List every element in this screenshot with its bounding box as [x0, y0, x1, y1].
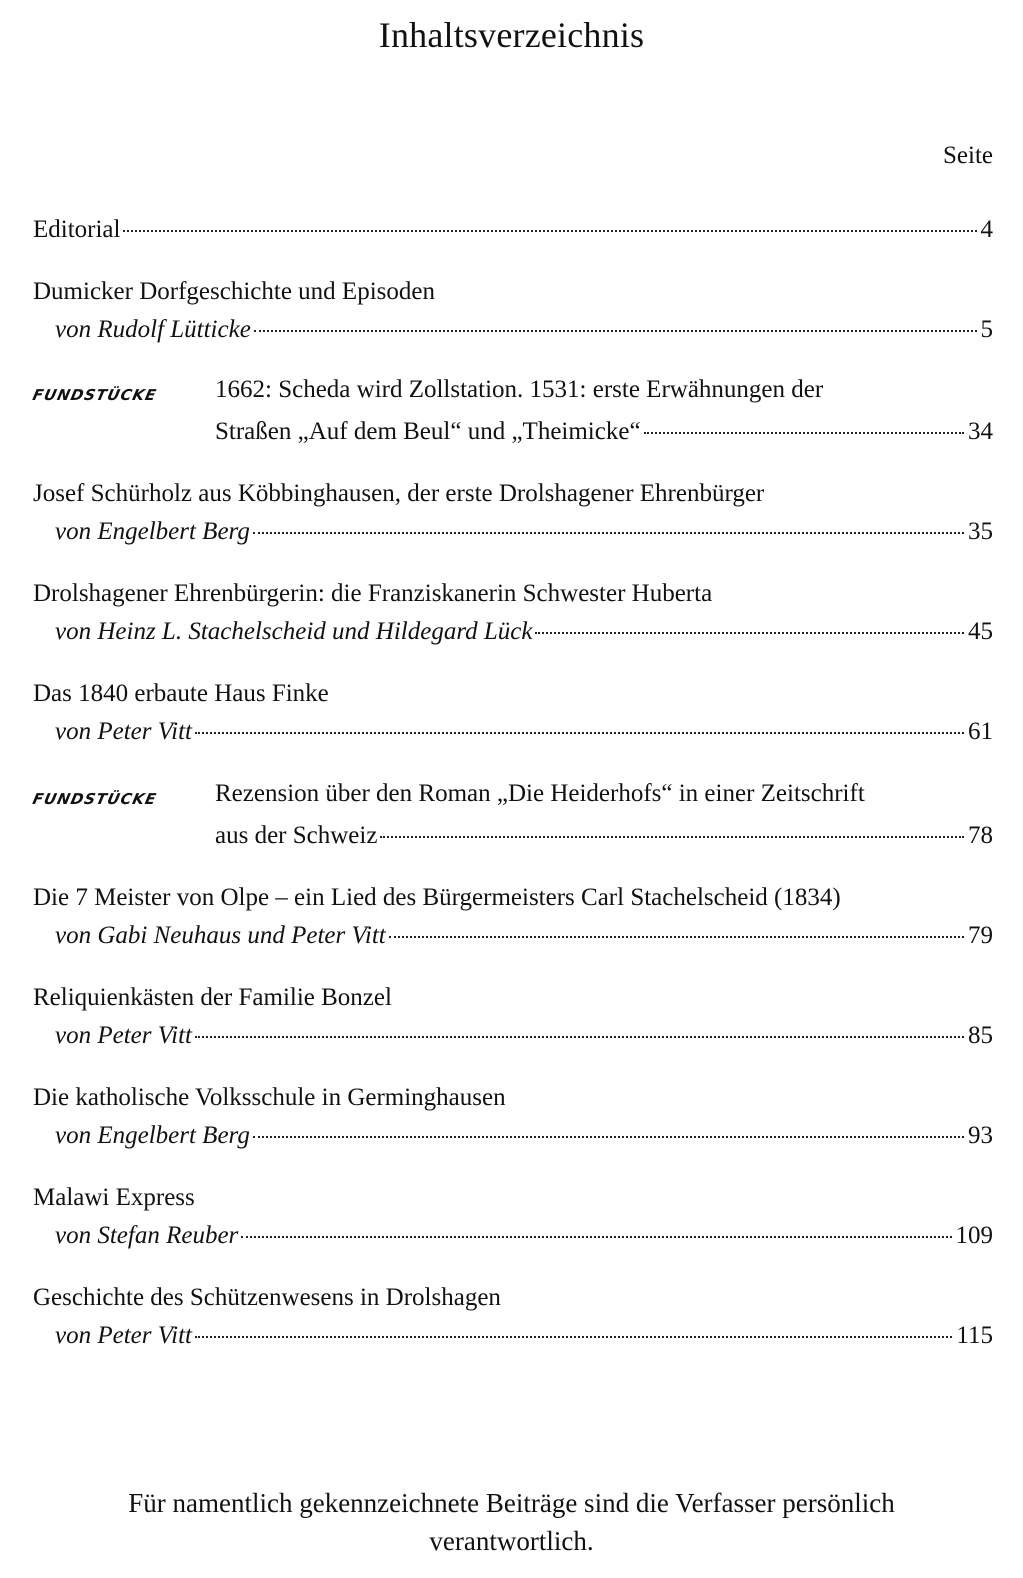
- toc-entry-title[interactable]: [33, 1184, 993, 1218]
- entry-title: Rezension über den Roman „Die Heiderhofs“ in einer Zeitschrift: [215, 780, 865, 807]
- entry-title: Drolshagener Ehrenbürgerin: die Franziskanerin Schwester Huberta: [33, 580, 713, 607]
- entry-title: aus der Schweiz: [215, 822, 378, 849]
- entry-title: Dumicker Dorfgeschichte und Episoden: [33, 278, 435, 305]
- dot-leader: [254, 330, 977, 332]
- toc-entry-author-line[interactable]: [55, 1122, 993, 1156]
- entry-title: Josef Schürholz aus Köbbinghausen, der erste Drolshagener Ehrenbürger: [33, 480, 765, 507]
- entry-title: Reliquienkästen der Familie Bonzel: [33, 984, 392, 1011]
- entry-title: Geschichte des Schützenwesens in Drolshagen: [33, 1284, 501, 1311]
- page-number: 79: [968, 922, 993, 949]
- toc-entry-title-continued[interactable]: [215, 418, 993, 452]
- page-number: 109: [955, 1222, 993, 1249]
- entry-title: Die katholische Volksschule in Germinghausen: [33, 1084, 506, 1111]
- toc-entry-author-line[interactable]: [55, 1322, 993, 1356]
- fundstuecke-label: FUNDSTÜCKE: [31, 790, 159, 808]
- page-number: 85: [968, 1022, 993, 1049]
- page-number: 35: [968, 518, 993, 545]
- page-number: 78: [968, 822, 993, 849]
- toc-entry-title[interactable]: [33, 278, 993, 312]
- entry-author: von Peter Vitt: [55, 1322, 192, 1349]
- page-number: 115: [956, 1322, 993, 1349]
- toc-entry-author-line[interactable]: [55, 518, 993, 552]
- toc-entry-title[interactable]: [215, 780, 993, 814]
- toc-entry-author-line[interactable]: [55, 1022, 993, 1056]
- entry-author: von Engelbert Berg: [55, 1122, 250, 1149]
- entry-title: 1662: Scheda wird Zollstation. 1531: erste Erwähnungen der: [215, 376, 824, 403]
- page-column-label: Seite: [943, 142, 993, 169]
- footer-line: verantwortlich.: [429, 1526, 594, 1556]
- toc-entry-title-continued[interactable]: [215, 822, 993, 856]
- toc-entry-title[interactable]: [33, 884, 993, 918]
- entry-title: Malawi Express: [33, 1184, 195, 1211]
- page-number: 45: [968, 618, 993, 645]
- entry-author: von Peter Vitt: [55, 718, 192, 745]
- toc-entry-author-line[interactable]: [55, 922, 993, 956]
- toc-entry-author-line[interactable]: [55, 316, 993, 350]
- toc-entry-title[interactable]: [33, 1084, 993, 1118]
- page-number: 5: [980, 316, 993, 343]
- page-number: 93: [968, 1122, 993, 1149]
- entry-author: von Engelbert Berg: [55, 518, 250, 545]
- dot-leader: [253, 1136, 964, 1138]
- toc-entry-title[interactable]: [33, 580, 993, 614]
- dot-leader: [380, 836, 964, 838]
- page-number: 4: [980, 216, 993, 243]
- page-number: 61: [968, 718, 993, 745]
- fundstuecke-label: FUNDSTÜCKE: [31, 386, 159, 404]
- dot-leader: [535, 632, 964, 634]
- toc-entry-title[interactable]: [33, 984, 993, 1018]
- toc-entry-title[interactable]: [215, 376, 993, 410]
- dot-leader: [123, 230, 976, 232]
- dot-leader: [389, 936, 964, 938]
- toc-entry-author-line[interactable]: [55, 618, 993, 652]
- entry-title: Editorial: [33, 216, 121, 243]
- dot-leader: [195, 1336, 952, 1338]
- toc-entry-title[interactable]: [33, 1284, 993, 1318]
- page-title: Inhaltsverzeichnis: [378, 15, 645, 55]
- dot-leader: [195, 1036, 964, 1038]
- dot-leader: [241, 1236, 951, 1238]
- entry-author: von Rudolf Lütticke: [55, 316, 251, 343]
- toc-entry-author-line[interactable]: [55, 718, 993, 752]
- footer-note: [0, 1484, 1023, 1560]
- toc-entry-author-line[interactable]: [55, 1222, 993, 1256]
- footer-line: Für namentlich gekennzeichnete Beiträge sind die Verfasser persönlich: [128, 1488, 895, 1518]
- toc-entry-title[interactable]: [33, 680, 993, 714]
- entry-title: Straßen „Auf dem Beul“ und „Theimicke“: [215, 418, 641, 445]
- dot-leader: [644, 432, 964, 434]
- entry-author: von Heinz L. Stachelscheid und Hildegard Lück: [55, 618, 533, 645]
- toc-entry-editorial[interactable]: [33, 216, 993, 250]
- dot-leader: [253, 532, 964, 534]
- page-number: 34: [968, 418, 993, 445]
- toc-entry-title[interactable]: [33, 480, 993, 514]
- entry-author: von Peter Vitt: [55, 1022, 192, 1049]
- entry-title: Das 1840 erbaute Haus Finke: [33, 680, 329, 707]
- entry-author: von Gabi Neuhaus und Peter Vitt: [55, 922, 386, 949]
- entry-author: von Stefan Reuber: [55, 1222, 239, 1249]
- entry-title: Die 7 Meister von Olpe – ein Lied des Bürgermeisters Carl Stachelscheid (1834): [33, 884, 841, 911]
- dot-leader: [195, 732, 964, 734]
